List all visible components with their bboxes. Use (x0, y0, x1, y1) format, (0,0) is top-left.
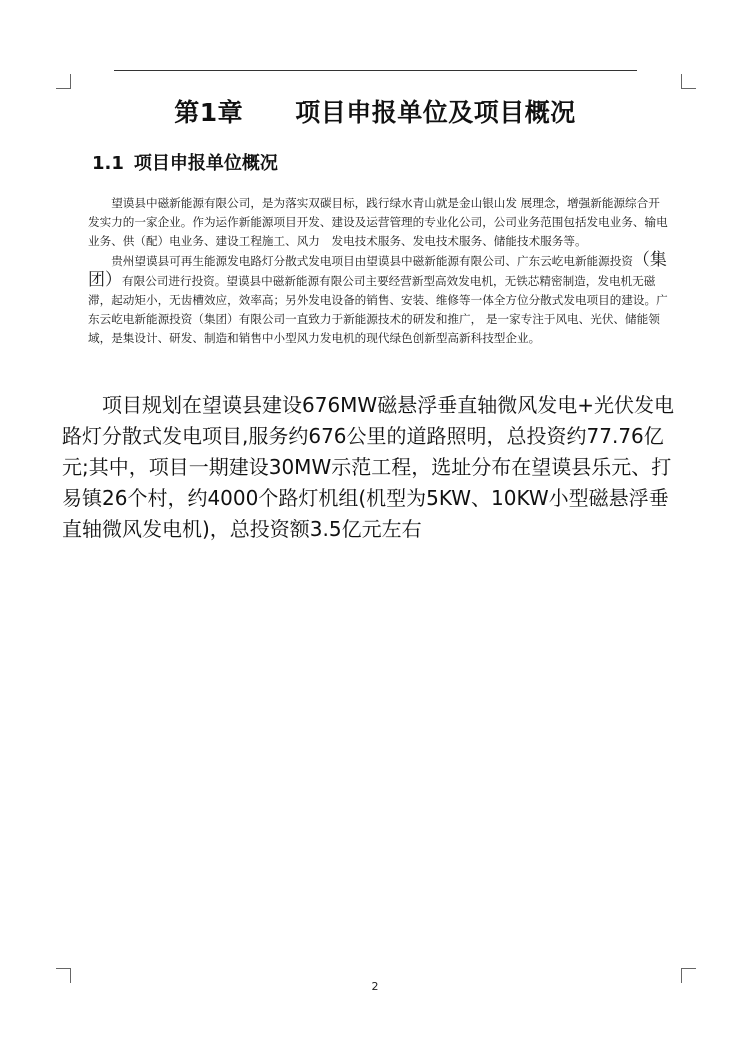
header-rule (114, 70, 637, 71)
paragraph-3: 项目规划在望谟县建设676MW磁悬浮垂直轴微风发电+光伏发电路灯分散式发电项目,服务约676公里的道路照明，总投资约77.76亿元;其中，项目一期建设30MW示范工程，选址分布在望谟县乐元、打易镇26个村，约4000个路灯机组(机型为5KW、10KW小型磁悬浮垂直轴微风发电机)，总投资额3.5亿元左右 (62, 393, 674, 541)
section-number: 1.1 (92, 153, 124, 174)
section-title-text: 项目申报单位概况 (133, 153, 278, 174)
paragraph-2-part-b: 有限公司进行投资。望谟县中磁新能源有限公司主要经营新型高效发电机，无铁芯精密制造，发电机无磁滞，起动矩小，无齿槽效应，效率高；另外发电设备的销售、安装、维修等一体全方位分散式发电项目的建设。广东云屹电新能源投资（集团）有限公司一直致力于新能源技术的研发和推广， 是一家专注于风电、光伏、储能领域，是集设计、研发、制造和销售中小型风力发电机的现代绿色创新型高新科技型企业。 (88, 274, 668, 345)
chapter-number: 第1章 (174, 98, 244, 127)
chapter-title-text: 项目申报单位及项目概况 (295, 98, 576, 127)
paragraph-1: 望谟县中磁新能源有限公司，是为落实双碳目标，践行绿水青山就是金山银山发 展理念，增强新能源综合开发实力的一家企业。作为运作新能源项目开发、建设及运营管理的专业化公司，公司业务范围包括发电业务、输电业务、供（配）电业务、建设工程施工、风力 发电技术服务、发电技术服务、储能技术服务等。 (88, 196, 668, 248)
page-number: 2 (371, 980, 379, 993)
section-title (92, 149, 278, 175)
crop-mark-top-right (681, 74, 696, 89)
paragraph-2 (88, 251, 668, 348)
company-overview (88, 194, 668, 348)
paragraph-2-group-label: （集团） (88, 250, 667, 290)
crop-mark-top-left (56, 74, 71, 89)
paragraph-2-part-a: 贵州望谟县可再生能源发电路灯分散式发电项目由望谟县中磁新能源有限公司、广东云屹电新能源投资 (111, 254, 633, 268)
project-plan (62, 390, 686, 545)
chapter-title (0, 93, 750, 129)
